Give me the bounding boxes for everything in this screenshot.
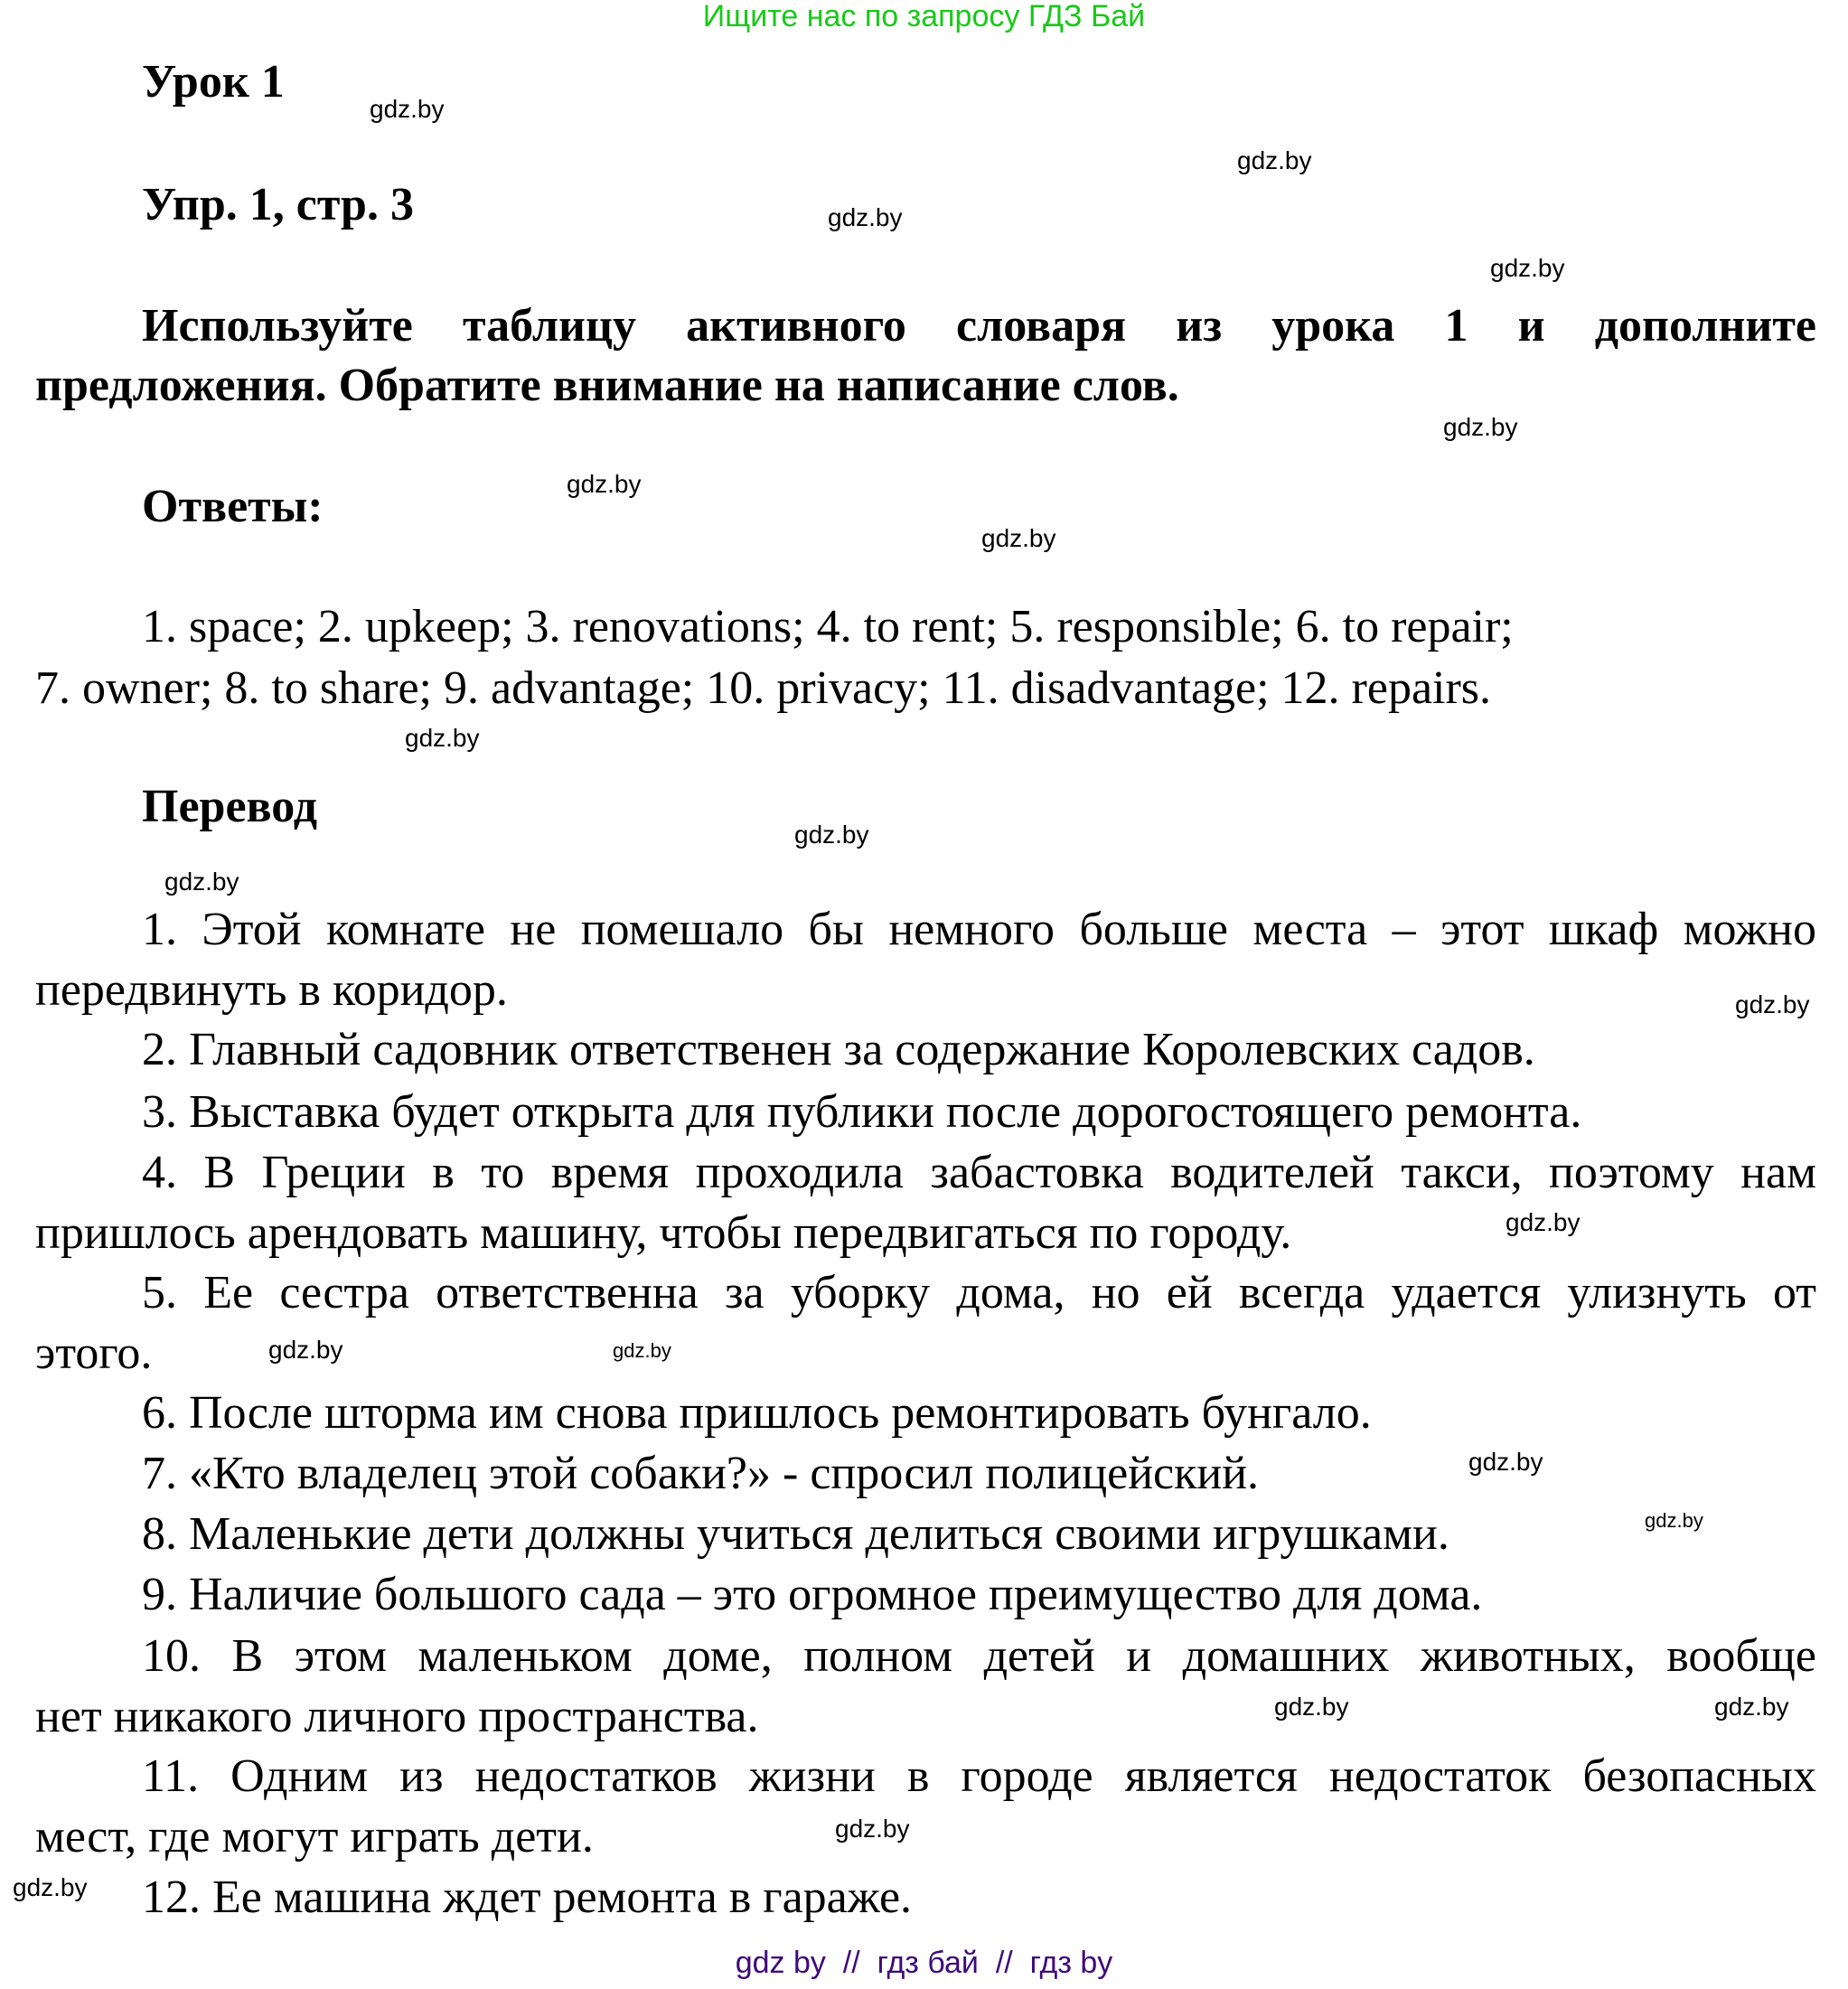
watermark: gdz.by <box>13 1873 88 1901</box>
watermark: gdz.by <box>405 724 480 752</box>
instruction-line: Используйте таблицу активного словаря из урока 1 и дополните <box>142 300 1816 352</box>
answers-heading: Ответы: <box>142 481 324 532</box>
watermark: gdz.by <box>828 203 903 231</box>
translation-line: 8. Маленькие дети должны учиться делиться своими игрушками. <box>142 1508 1449 1560</box>
watermark: gdz.by <box>1645 1509 1703 1532</box>
exercise-title: Упр. 1, стр. 3 <box>142 179 414 230</box>
watermark: gdz.by <box>1714 1693 1789 1721</box>
answers-line: 7. owner; 8. to share; 9. advantage; 10. privacy; 11. disadvantage; 12. repairs. <box>35 662 1492 714</box>
watermark: gdz.by <box>1490 254 1565 282</box>
watermark: gdz.by <box>981 524 1056 552</box>
watermark: gdz.by <box>1506 1208 1581 1236</box>
translation-line: этого. <box>35 1328 153 1379</box>
answers-line: 1. space; 2. upkeep; 3. renovations; 4. to rent; 5. responsible; 6. to repair; <box>142 601 1514 652</box>
watermark: gdz.by <box>370 95 445 123</box>
translation-line: 1. Этой комнате не помешало бы немного больше места – этот шкаф можно <box>142 904 1816 955</box>
footer-links <box>0 1945 1848 1981</box>
translation-line: 2. Главный садовник ответственен за содержание Королевских садов. <box>142 1024 1535 1075</box>
translation-line: 5. Ее сестра ответственна за уборку дома, но ей всегда удается улизнуть от <box>142 1267 1816 1318</box>
translation-line: мест, где могут играть дети. <box>35 1811 594 1862</box>
search-banner: Ищите нас по запросу ГДЗ Бай <box>702 0 1146 33</box>
watermark: gdz.by <box>1468 1448 1543 1476</box>
lesson-title: Урок 1 <box>142 56 285 108</box>
watermark: gdz.by <box>1443 413 1518 441</box>
translation-line: пришлось арендовать машину, чтобы передвигаться по городу. <box>35 1207 1292 1259</box>
translation-line: 9. Наличие большого сада – это огромное преимущество для дома. <box>142 1569 1483 1620</box>
watermark: gdz.by <box>1274 1693 1349 1721</box>
watermark: gdz.by <box>1237 146 1312 174</box>
translation-heading: Перевод <box>142 781 318 832</box>
translation-line: 6. После шторма им снова пришлось ремонтировать бунгало. <box>142 1387 1372 1439</box>
translation-line: 12. Ее машина ждет ремонта в гараже. <box>142 1872 913 1923</box>
translation-line: 7. «Кто владелец этой собаки?» - спросил полицейский. <box>142 1448 1260 1499</box>
watermark: gdz.by <box>164 868 239 896</box>
translation-line: нет никакого личного пространства. <box>35 1691 759 1742</box>
translation-line: 4. В Греции в то время проходила забастовка водителей такси, поэтому нам <box>142 1147 1816 1198</box>
translation-line: передвинуть в коридор. <box>35 964 508 1016</box>
watermark: gdz.by <box>835 1815 910 1843</box>
watermark: gdz.by <box>567 470 642 498</box>
translation-line: 10. В этом маленьком доме, полном детей и домашних животных, вообще <box>142 1630 1816 1682</box>
instruction-line: предложения. Обратите внимание на написание слов. <box>35 360 1179 411</box>
translation-line: 3. Выставка будет открыта для публики после дорогостоящего ремонта. <box>142 1086 1582 1138</box>
watermark: gdz.by <box>268 1336 343 1364</box>
translation-line: 11. Одним из недостатков жизни в городе является недостаток безопасных <box>142 1750 1816 1802</box>
footer-text: gdz by // гдз бай // гдз by <box>735 1946 1113 1980</box>
watermark: gdz.by <box>1735 990 1810 1018</box>
watermark: gdz.by <box>794 821 869 849</box>
watermark: gdz.by <box>613 1339 671 1362</box>
